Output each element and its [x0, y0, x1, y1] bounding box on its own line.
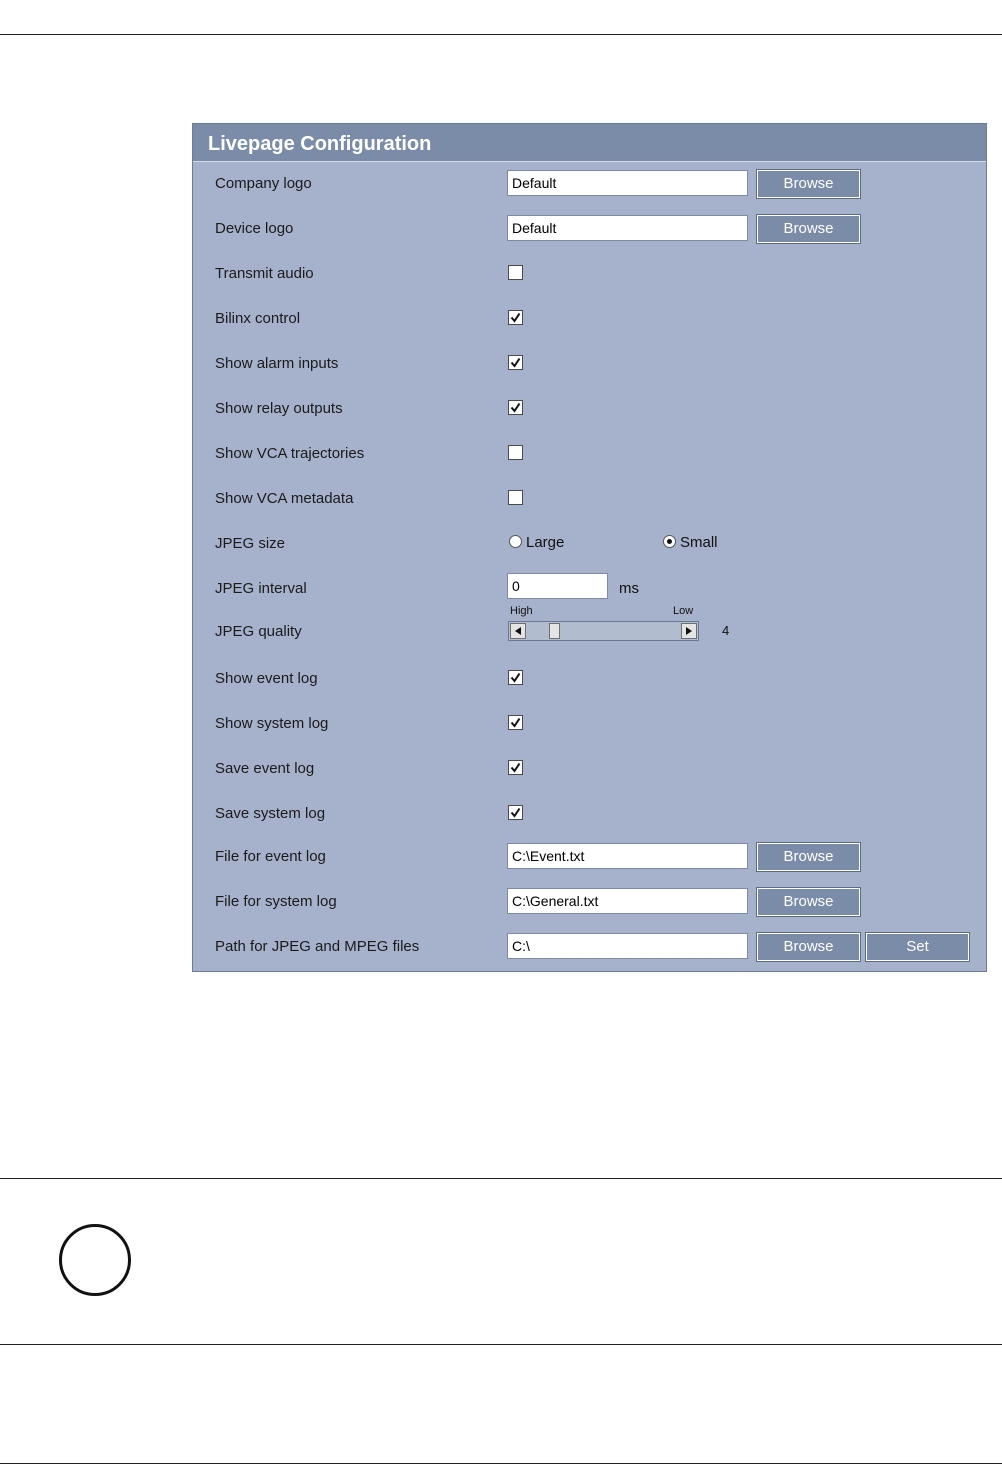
section-rule-lower	[0, 1344, 1002, 1345]
row-show-vca-metadata	[193, 485, 986, 515]
row-show-alarm-inputs	[193, 350, 986, 380]
save-event-log-checkbox[interactable]	[508, 760, 523, 775]
jpeg-quality-low-label: Low	[673, 605, 694, 617]
path-files-set-button[interactable]: Set	[866, 933, 969, 961]
path-files-browse-button[interactable]: Browse	[757, 933, 860, 961]
panel-header	[193, 124, 986, 162]
path-files-label: Path for JPEG and MPEG files	[215, 938, 420, 955]
file-event-log-browse-button[interactable]: Browse	[757, 843, 860, 871]
row-jpeg-size	[193, 530, 986, 560]
jpeg-quality-value: 4	[722, 623, 730, 638]
jpeg-interval-unit: ms	[619, 580, 639, 597]
show-system-log-checkbox[interactable]	[508, 715, 523, 730]
jpeg-interval-input[interactable]	[507, 573, 608, 599]
page-title: Livepage Configuration	[208, 133, 432, 155]
livepage-configuration-panel	[192, 123, 987, 972]
show-alarm-inputs-label: Show alarm inputs	[215, 355, 339, 372]
checkmark-icon	[510, 807, 521, 818]
show-vca-trajectories-label: Show VCA trajectories	[215, 445, 365, 462]
jpeg-size-label: JPEG size	[215, 535, 286, 552]
show-vca-trajectories-checkbox[interactable]	[508, 445, 523, 460]
save-system-log-label: Save system log	[215, 805, 326, 822]
row-file-event-log	[193, 843, 986, 873]
jpeg-interval-label: JPEG interval	[215, 580, 307, 597]
jpeg-quality-label: JPEG quality	[215, 623, 302, 640]
show-vca-metadata-checkbox[interactable]	[508, 490, 523, 505]
jpeg-quality-slider[interactable]	[508, 621, 699, 641]
row-jpeg-quality	[193, 605, 986, 645]
row-save-system-log	[193, 800, 986, 830]
row-save-event-log	[193, 755, 986, 785]
bilinx-control-label: Bilinx control	[215, 310, 301, 327]
jpeg-size-small-radio[interactable]	[663, 535, 676, 548]
company-logo-label: Company logo	[215, 175, 312, 192]
show-alarm-inputs-checkbox[interactable]	[508, 355, 523, 370]
row-bilinx-control	[193, 305, 986, 335]
jpeg-size-large-radio[interactable]	[509, 535, 522, 548]
bottom-rule	[0, 1463, 1002, 1464]
checkmark-icon	[510, 402, 521, 413]
transmit-audio-checkbox[interactable]	[508, 265, 523, 280]
bilinx-control-checkbox[interactable]	[508, 310, 523, 325]
checkmark-icon	[510, 312, 521, 323]
row-file-system-log	[193, 888, 986, 918]
checkmark-icon	[510, 672, 521, 683]
file-system-log-browse-button[interactable]: Browse	[757, 888, 860, 916]
checkmark-icon	[510, 357, 521, 368]
row-jpeg-interval	[193, 573, 986, 603]
section-rule-upper	[0, 1178, 1002, 1179]
row-transmit-audio	[193, 260, 986, 290]
file-event-log-label: File for event log	[215, 848, 326, 865]
row-device-logo	[193, 215, 986, 245]
device-logo-input[interactable]	[507, 215, 748, 241]
save-system-log-checkbox[interactable]	[508, 805, 523, 820]
show-relay-outputs-checkbox[interactable]	[508, 400, 523, 415]
file-system-log-label: File for system log	[215, 893, 337, 910]
path-files-input[interactable]	[507, 933, 748, 959]
row-show-system-log	[193, 710, 986, 740]
row-show-relay-outputs	[193, 395, 986, 425]
device-logo-browse-button[interactable]: Browse	[757, 215, 860, 243]
show-event-log-label: Show event log	[215, 670, 318, 687]
show-vca-metadata-label: Show VCA metadata	[215, 490, 354, 507]
save-event-log-label: Save event log	[215, 760, 315, 777]
company-logo-input[interactable]	[507, 170, 748, 196]
row-show-vca-trajectories	[193, 440, 986, 470]
show-event-log-checkbox[interactable]	[508, 670, 523, 685]
jpeg-size-large-option[interactable]	[509, 534, 564, 551]
show-system-log-label: Show system log	[215, 715, 329, 732]
row-path-files	[193, 933, 986, 963]
show-relay-outputs-label: Show relay outputs	[215, 400, 343, 417]
device-logo-label: Device logo	[215, 220, 294, 237]
row-show-event-log	[193, 665, 986, 695]
row-company-logo	[193, 170, 986, 200]
note-circle-icon	[59, 1224, 131, 1296]
jpeg-size-small-option[interactable]	[663, 534, 718, 551]
jpeg-quality-high-label: High	[510, 605, 533, 617]
top-rule	[0, 34, 1002, 35]
slider-right-arrow-icon[interactable]	[681, 623, 697, 639]
checkmark-icon	[510, 762, 521, 773]
jpeg-quality-slider-thumb[interactable]	[549, 623, 560, 639]
jpeg-size-large-label: Large	[526, 534, 565, 551]
file-system-log-input[interactable]	[507, 888, 748, 914]
slider-left-arrow-icon[interactable]	[510, 623, 526, 639]
company-logo-browse-button[interactable]: Browse	[757, 170, 860, 198]
transmit-audio-label: Transmit audio	[215, 265, 314, 282]
jpeg-size-small-label: Small	[680, 534, 718, 551]
file-event-log-input[interactable]	[507, 843, 748, 869]
checkmark-icon	[510, 717, 521, 728]
